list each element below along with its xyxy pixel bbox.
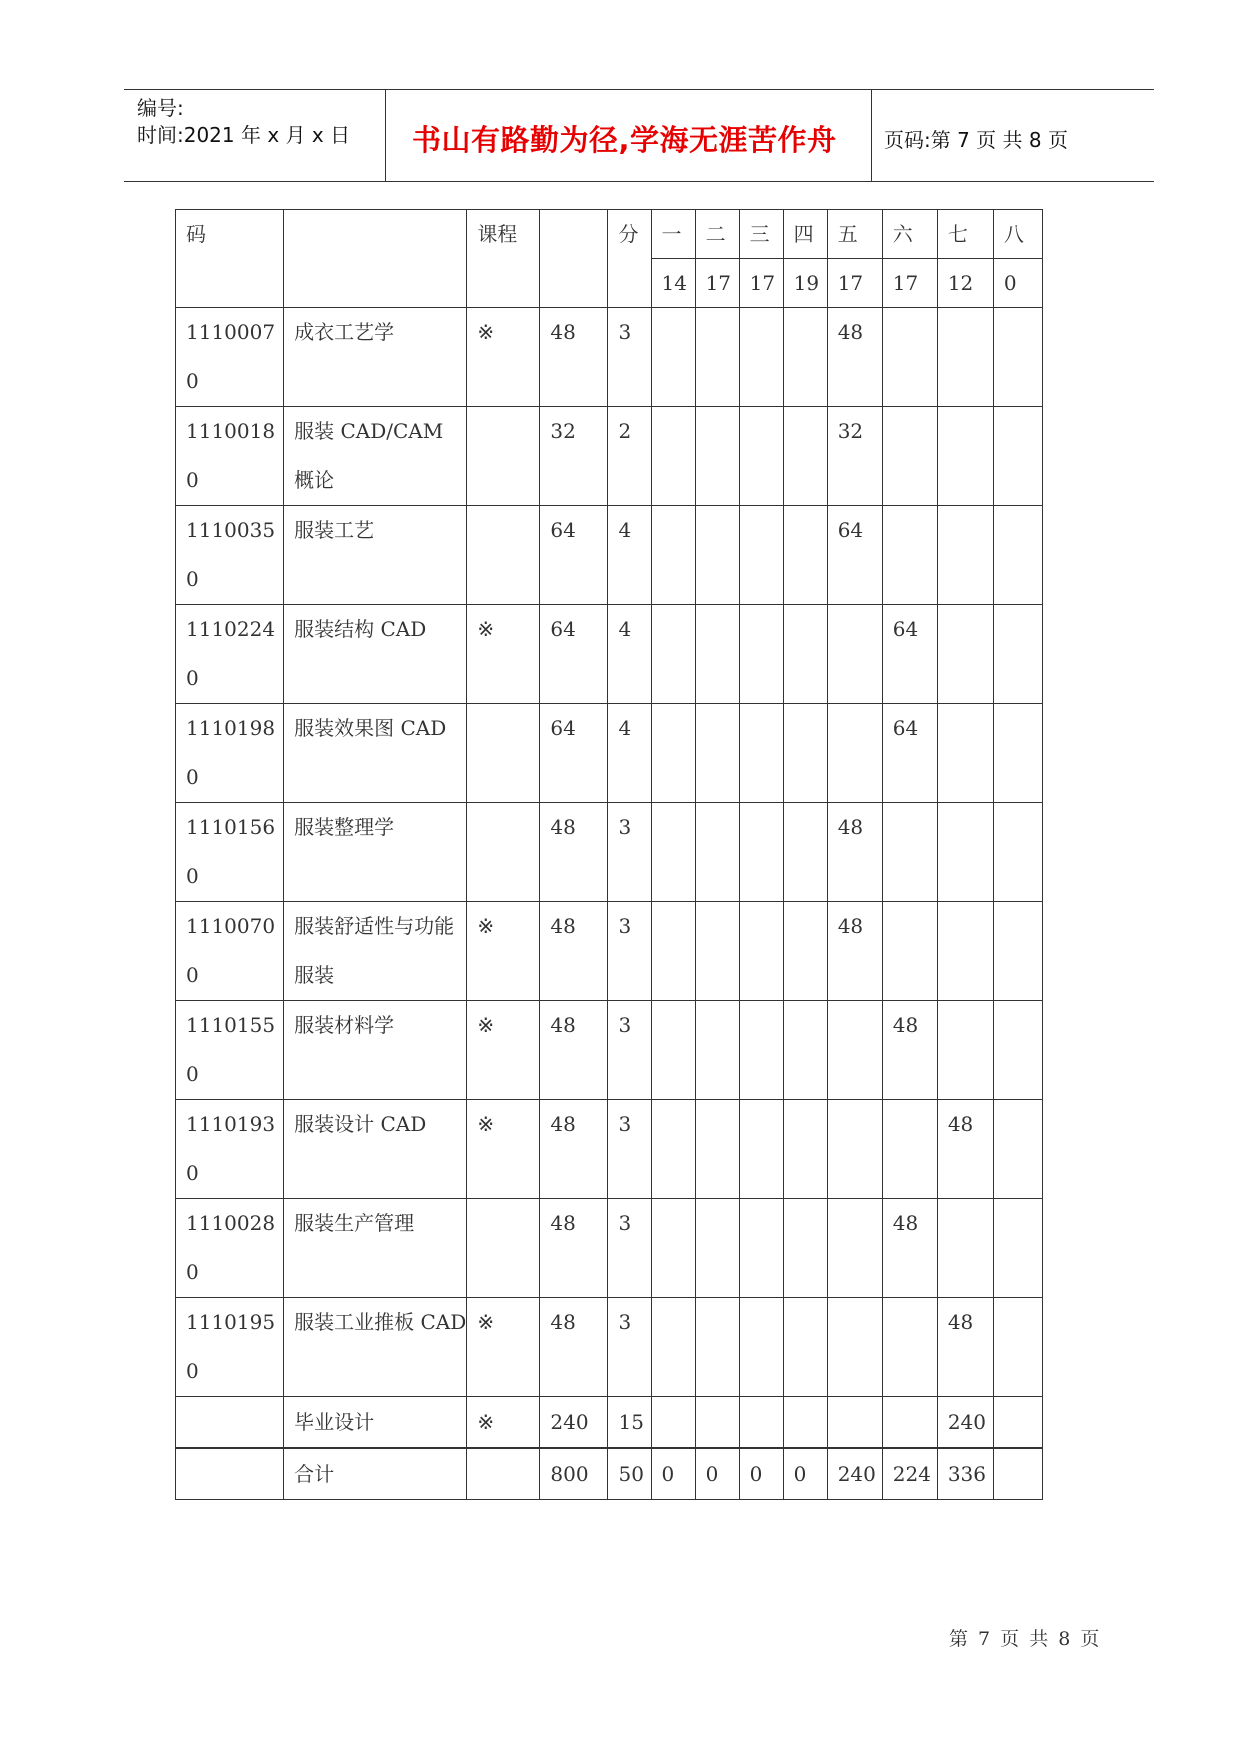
- course-code-cell: 11100350: [176, 506, 284, 605]
- semester-hours-cell: [993, 803, 1042, 902]
- header-semester-cell: 四: [783, 210, 827, 259]
- course-hours-cell: 48: [540, 1100, 608, 1199]
- weeks-cell: 12: [937, 259, 993, 308]
- semester-hours-cell: [739, 1397, 783, 1449]
- course-credits-cell: 4: [608, 704, 651, 803]
- semester-hours-cell: 224: [882, 1448, 937, 1500]
- semester-hours-cell: [783, 1199, 827, 1298]
- semester-hours-cell: [882, 308, 937, 407]
- semester-hours-cell: [827, 1298, 882, 1397]
- semester-hours-cell: [882, 506, 937, 605]
- semester-hours-cell: 48: [937, 1298, 993, 1397]
- semester-hours-cell: [783, 803, 827, 902]
- course-hours-cell: 64: [540, 605, 608, 704]
- semester-hours-cell: [937, 803, 993, 902]
- course-name-cell: 服装材料学: [284, 1001, 467, 1100]
- table-row: [176, 803, 1043, 902]
- course-name-cell: 合计: [284, 1448, 467, 1500]
- header-semester-cell: 二: [695, 210, 739, 259]
- semester-hours-cell: [739, 803, 783, 902]
- semester-hours-cell: [882, 1397, 937, 1449]
- header-hours-cell: [540, 210, 608, 308]
- header-type-cell: 课程: [467, 210, 540, 308]
- weeks-cell: 0: [993, 259, 1042, 308]
- course-hours-cell: 64: [540, 704, 608, 803]
- semester-hours-cell: [827, 704, 882, 803]
- course-name-cell: 服装舒适性与功能服装: [284, 902, 467, 1001]
- course-type-mark-cell: ※: [467, 1001, 540, 1100]
- course-name-cell: 服装整理学: [284, 803, 467, 902]
- course-name-cell: 服装工艺: [284, 506, 467, 605]
- course-credits-cell: 3: [608, 1298, 651, 1397]
- semester-hours-cell: [695, 1298, 739, 1397]
- semester-hours-cell: [937, 506, 993, 605]
- header-semester-cell: 三: [739, 210, 783, 259]
- semester-hours-cell: [651, 308, 695, 407]
- course-credits-cell: 3: [608, 1100, 651, 1199]
- semester-hours-cell: [695, 407, 739, 506]
- course-hours-cell: 48: [540, 1298, 608, 1397]
- semester-hours-cell: [695, 506, 739, 605]
- table-row: [176, 308, 1043, 407]
- semester-hours-cell: [651, 1397, 695, 1449]
- semester-hours-cell: [651, 704, 695, 803]
- page-number-label: 页码:第 7 页 共 8 页: [884, 128, 1068, 152]
- semester-hours-cell: [695, 803, 739, 902]
- semester-hours-cell: [695, 1001, 739, 1100]
- semester-hours-cell: [651, 902, 695, 1001]
- semester-hours-cell: [827, 1100, 882, 1199]
- semester-hours-cell: [937, 308, 993, 407]
- course-name-cell: 服装效果图 CAD: [284, 704, 467, 803]
- semester-hours-cell: [827, 605, 882, 704]
- semester-hours-cell: 64: [827, 506, 882, 605]
- date-label: 时间:2021 年 x 月 x 日: [137, 123, 351, 147]
- course-type-mark-cell: [467, 506, 540, 605]
- course-code-cell: 11102240: [176, 605, 284, 704]
- header-semester-cell: 六: [882, 210, 937, 259]
- total-row: [176, 1448, 1043, 1500]
- semester-hours-cell: 48: [882, 1001, 937, 1100]
- semester-hours-cell: 0: [651, 1448, 695, 1500]
- header-divider-right: [871, 89, 872, 182]
- table-row: [176, 1199, 1043, 1298]
- semester-hours-cell: [937, 407, 993, 506]
- semester-hours-cell: 240: [827, 1448, 882, 1500]
- course-code-cell: 11100700: [176, 902, 284, 1001]
- semester-hours-cell: [739, 1199, 783, 1298]
- weeks-cell: 19: [783, 259, 827, 308]
- semester-hours-cell: [882, 1100, 937, 1199]
- course-name-cell: 服装生产管理: [284, 1199, 467, 1298]
- course-type-mark-cell: [467, 803, 540, 902]
- semester-hours-cell: [993, 308, 1042, 407]
- table-header-row: [176, 210, 1043, 259]
- semester-hours-cell: [827, 1397, 882, 1449]
- course-type-mark-cell: ※: [467, 1298, 540, 1397]
- course-type-mark-cell: [467, 407, 540, 506]
- semester-hours-cell: [993, 605, 1042, 704]
- course-code-cell: [176, 1397, 284, 1449]
- semester-hours-cell: [783, 308, 827, 407]
- course-code-cell: 11101980: [176, 704, 284, 803]
- semester-hours-cell: [695, 308, 739, 407]
- semester-hours-cell: [937, 1001, 993, 1100]
- header-semester-cell: 七: [937, 210, 993, 259]
- semester-hours-cell: [651, 1001, 695, 1100]
- semester-hours-cell: [937, 605, 993, 704]
- table-row: [176, 704, 1043, 803]
- table-row: [176, 1001, 1043, 1100]
- graduation-row: [176, 1397, 1043, 1449]
- semester-hours-cell: [882, 902, 937, 1001]
- table-row: [176, 1100, 1043, 1199]
- course-code-cell: 11101550: [176, 1001, 284, 1100]
- course-credits-cell: 2: [608, 407, 651, 506]
- table-row: [176, 1298, 1043, 1397]
- semester-hours-cell: [783, 1100, 827, 1199]
- weeks-cell: 17: [695, 259, 739, 308]
- semester-hours-cell: [739, 1100, 783, 1199]
- semester-hours-cell: [783, 605, 827, 704]
- semester-hours-cell: [882, 1298, 937, 1397]
- course-hours-cell: 240: [540, 1397, 608, 1449]
- motto-text: 书山有路勤为径,学海无涯苦作舟: [412, 123, 837, 157]
- semester-hours-cell: [993, 1298, 1042, 1397]
- semester-hours-cell: [783, 1397, 827, 1449]
- semester-hours-cell: [739, 1298, 783, 1397]
- course-name-cell: 毕业设计: [284, 1397, 467, 1449]
- semester-hours-cell: [739, 605, 783, 704]
- semester-hours-cell: [993, 1448, 1042, 1500]
- semester-hours-cell: 48: [882, 1199, 937, 1298]
- semester-hours-cell: [695, 902, 739, 1001]
- semester-hours-cell: [695, 1199, 739, 1298]
- semester-hours-cell: [695, 704, 739, 803]
- semester-hours-cell: [651, 506, 695, 605]
- course-hours-cell: 64: [540, 506, 608, 605]
- course-hours-cell: 48: [540, 902, 608, 1001]
- course-type-mark-cell: ※: [467, 308, 540, 407]
- semester-hours-cell: [651, 407, 695, 506]
- weeks-cell: 14: [651, 259, 695, 308]
- header-bottom-rule: [124, 181, 1154, 182]
- semester-hours-cell: 32: [827, 407, 882, 506]
- course-name-cell: 服装结构 CAD: [284, 605, 467, 704]
- course-hours-cell: 32: [540, 407, 608, 506]
- course-credits-cell: 3: [608, 1001, 651, 1100]
- course-credits-cell: 3: [608, 803, 651, 902]
- course-type-mark-cell: ※: [467, 1397, 540, 1449]
- course-type-mark-cell: [467, 1199, 540, 1298]
- semester-hours-cell: [695, 1397, 739, 1449]
- course-credits-cell: 4: [608, 506, 651, 605]
- table-row: [176, 506, 1043, 605]
- semester-hours-cell: 0: [695, 1448, 739, 1500]
- course-hours-cell: 48: [540, 308, 608, 407]
- table-row: [176, 407, 1043, 506]
- course-code-cell: 11100280: [176, 1199, 284, 1298]
- semester-hours-cell: [651, 1298, 695, 1397]
- course-type-mark-cell: ※: [467, 1100, 540, 1199]
- semester-hours-cell: 0: [739, 1448, 783, 1500]
- table-row: [176, 605, 1043, 704]
- course-name-cell: 服装工业推板 CAD: [284, 1298, 467, 1397]
- semester-hours-cell: 336: [937, 1448, 993, 1500]
- serial-number-label: 编号:: [137, 96, 184, 120]
- semester-hours-cell: [937, 704, 993, 803]
- semester-hours-cell: [739, 506, 783, 605]
- semester-hours-cell: 64: [882, 704, 937, 803]
- semester-hours-cell: [783, 506, 827, 605]
- semester-hours-cell: 48: [827, 308, 882, 407]
- semester-hours-cell: [783, 1001, 827, 1100]
- semester-hours-cell: [783, 407, 827, 506]
- semester-hours-cell: 240: [937, 1397, 993, 1449]
- course-credits-cell: 4: [608, 605, 651, 704]
- course-type-mark-cell: ※: [467, 605, 540, 704]
- course-code-cell: 11100180: [176, 407, 284, 506]
- semester-hours-cell: [882, 803, 937, 902]
- semester-hours-cell: 64: [882, 605, 937, 704]
- course-code-cell: 11101950: [176, 1298, 284, 1397]
- semester-hours-cell: 48: [827, 902, 882, 1001]
- header-credits-cell: 分: [608, 210, 651, 308]
- weeks-cell: 17: [882, 259, 937, 308]
- semester-hours-cell: [739, 407, 783, 506]
- semester-hours-cell: [993, 1397, 1042, 1449]
- header-top-rule: [124, 89, 1154, 90]
- semester-hours-cell: 48: [827, 803, 882, 902]
- semester-hours-cell: [739, 902, 783, 1001]
- semester-hours-cell: [993, 407, 1042, 506]
- footer-page-number: 第 7 页 共 8 页: [949, 1628, 1100, 1650]
- semester-hours-cell: [937, 902, 993, 1001]
- weeks-cell: 17: [739, 259, 783, 308]
- semester-hours-cell: [783, 902, 827, 1001]
- course-table: [175, 209, 1043, 1500]
- course-credits-cell: 50: [608, 1448, 651, 1500]
- course-code-cell: 11100070: [176, 308, 284, 407]
- course-code-cell: 11101930: [176, 1100, 284, 1199]
- course-type-mark-cell: [467, 1448, 540, 1500]
- semester-hours-cell: [739, 308, 783, 407]
- semester-hours-cell: [783, 1298, 827, 1397]
- header-semester-cell: 一: [651, 210, 695, 259]
- course-name-cell: 服装设计 CAD: [284, 1100, 467, 1199]
- semester-hours-cell: [739, 1001, 783, 1100]
- table-row: [176, 902, 1043, 1001]
- header-semester-cell: 五: [827, 210, 882, 259]
- course-type-mark-cell: [467, 704, 540, 803]
- semester-hours-cell: [882, 407, 937, 506]
- semester-hours-cell: [695, 1100, 739, 1199]
- weeks-cell: 17: [827, 259, 882, 308]
- course-credits-cell: 3: [608, 1199, 651, 1298]
- semester-hours-cell: [993, 506, 1042, 605]
- semester-hours-cell: [651, 1199, 695, 1298]
- semester-hours-cell: [993, 704, 1042, 803]
- course-name-cell: 成衣工艺学: [284, 308, 467, 407]
- semester-hours-cell: [695, 605, 739, 704]
- semester-hours-cell: [993, 1001, 1042, 1100]
- course-name-cell: 服装 CAD/CAM 概论: [284, 407, 467, 506]
- semester-hours-cell: [651, 1100, 695, 1199]
- semester-hours-cell: [993, 1100, 1042, 1199]
- course-credits-cell: 3: [608, 902, 651, 1001]
- semester-hours-cell: [783, 704, 827, 803]
- semester-hours-cell: [937, 1199, 993, 1298]
- course-hours-cell: 800: [540, 1448, 608, 1500]
- course-code-cell: [176, 1448, 284, 1500]
- header-divider-left: [385, 89, 386, 182]
- course-credits-cell: 3: [608, 308, 651, 407]
- semester-hours-cell: [739, 704, 783, 803]
- semester-hours-cell: [827, 1199, 882, 1298]
- course-hours-cell: 48: [540, 1001, 608, 1100]
- semester-hours-cell: [651, 605, 695, 704]
- semester-hours-cell: [827, 1001, 882, 1100]
- header-code-cell: 码: [176, 210, 284, 308]
- course-hours-cell: 48: [540, 803, 608, 902]
- header-semester-cell: 八: [993, 210, 1042, 259]
- course-code-cell: 11101560: [176, 803, 284, 902]
- course-hours-cell: 48: [540, 1199, 608, 1298]
- header-name-cell: [284, 210, 467, 308]
- course-credits-cell: 15: [608, 1397, 651, 1449]
- semester-hours-cell: [993, 1199, 1042, 1298]
- semester-hours-cell: 48: [937, 1100, 993, 1199]
- semester-hours-cell: [651, 803, 695, 902]
- semester-hours-cell: 0: [783, 1448, 827, 1500]
- course-type-mark-cell: ※: [467, 902, 540, 1001]
- semester-hours-cell: [993, 902, 1042, 1001]
